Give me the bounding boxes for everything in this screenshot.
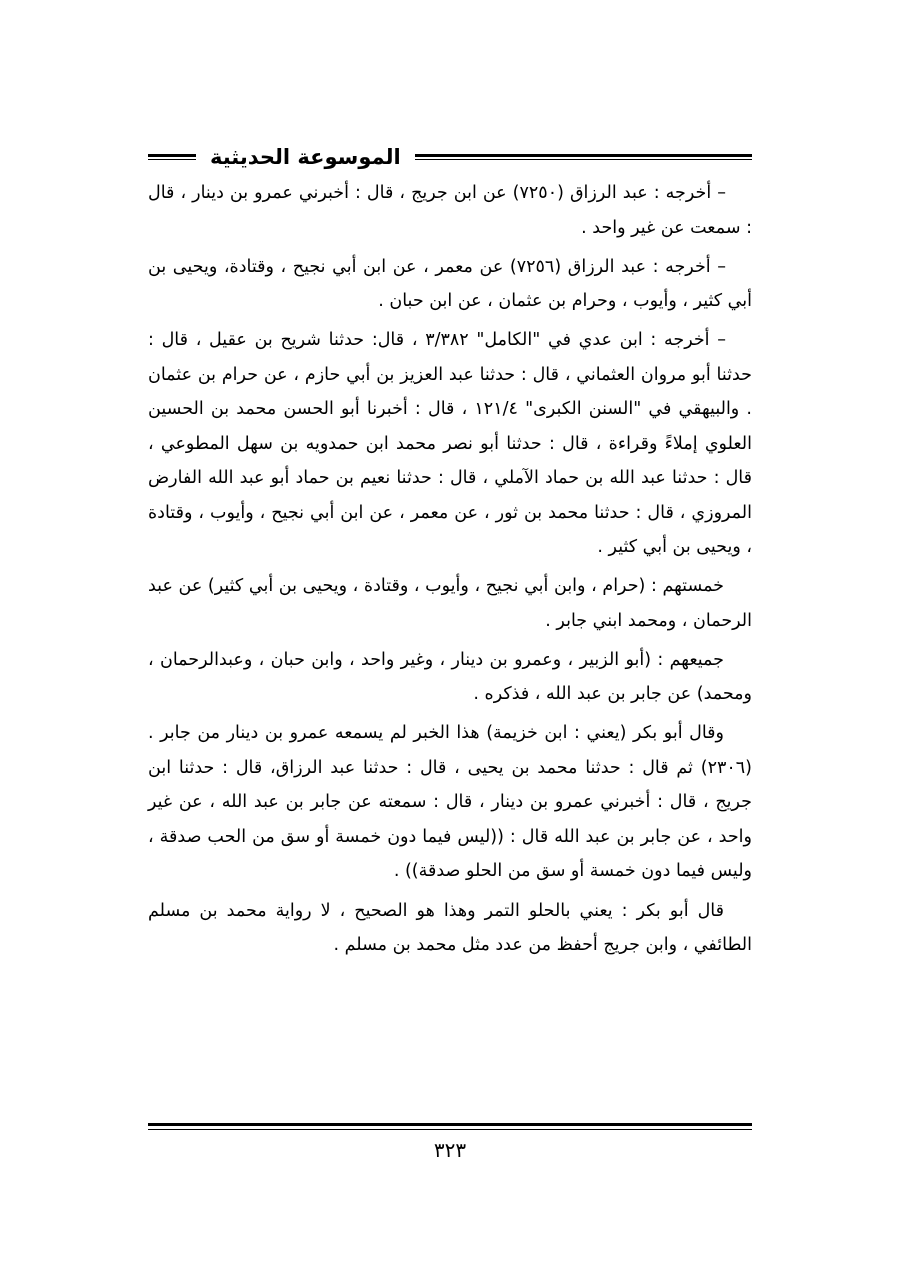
- paragraph-takhrij-ibn-adi: – أخرجه : ابن عدي في "الكامل" ٣/٣٨٢ ، قال: حدثنا شريح بن عقيل ، قال : حدثنا أبو مروان العثماني ، قال : حدثنا عبد العزيز بن أبي حازم ، عن حرام بن عثمان . والبيهقي في "السنن الكبرى" ١٢١/٤ ، قال : أخبرنا أبو الحسن محمد بن الحسين العلوي إملاءً وقراءة ، قال : حدثنا أبو نصر محمد ابن حمدويه بن سهل المطوعي ، قال : حدثنا عبد الله بن حماد الآملي ، قال : حدثنا نعيم بن حماد أبو عبد الله الفارض المروزي ، قال : حدثنا محمد بن ثور ، عن معمر ، عن ابن أبي نجيح ، وأيوب ، وقتادة ، ويحيى بن أبي كثير .: [148, 330, 752, 558]
- header-title: الموسوعة الحديثية: [210, 145, 401, 169]
- page-body: [148, 176, 752, 967]
- paragraph-abu-bakr-comment: وقال أبو بكر (يعني : ابن خزيمة) هذا الخبر لم يسمعه عمرو بن دينار من جابر . (٢٣٠٦) ثم قال : حدثنا محمد بن يحيى ، قال : حدثنا عبد الرزاق، قال : حدثنا ابن جريج ، قال : أخبرني عمرو بن دينار ، قال : سمعته عن جابر بن عبد الله ، عن غير واحد ، عن جابر بن عبد الله قال : ((ليس فيما دون خمسة أو سق من الحب صدقة ، وليس فيما دون خمسة أو سق من الحلو صدقة)) .: [148, 723, 752, 882]
- header-rule-left: [148, 154, 196, 160]
- footer-rule: [148, 1123, 752, 1130]
- paragraph-takhrij-abdulrazzaq-1: – أخرجه : عبد الرزاق (٧٢٥٠) عن ابن جريج ، قال : أخبرني عمرو بن دينار ، قال : سمعت عن غير واحد .: [148, 183, 752, 238]
- page-number: ٣٢٣: [433, 1138, 467, 1162]
- paragraph-takhrij-abdulrazzaq-2: – أخرجه : عبد الرزاق (٧٢٥٦) عن معمر ، عن ابن أبي نجيح ، وقتادة، ويحيى بن أبي كثير ، وأيوب ، وحرام بن عثمان ، عن ابن حبان .: [148, 256, 752, 312]
- paragraph-abu-bakr-conclusion: قال أبو بكر : يعني بالحلو التمر وهذا هو الصحيح ، لا رواية محمد بن مسلم الطائفي ، وابن جريج أحفظ من عدد مثل محمد بن مسلم .: [148, 900, 752, 956]
- running-header: [148, 142, 752, 172]
- paragraph-jamiuhum: جميعهم : (أبو الزبير ، وعمرو بن دينار ، وغير واحد ، وابن حبان ، وعبدالرحمان ، ومحمد) عن جابر بن عبد الله ، فذكره .: [148, 649, 752, 705]
- header-rule-right: [415, 154, 752, 160]
- paragraph-khamsatuhum: خمستهم : (حرام ، وابن أبي نجيح ، وأيوب ، وقتادة ، ويحيى بن أبي كثير) عن عبد الرحمان ، ومحمد ابني جابر .: [148, 576, 752, 631]
